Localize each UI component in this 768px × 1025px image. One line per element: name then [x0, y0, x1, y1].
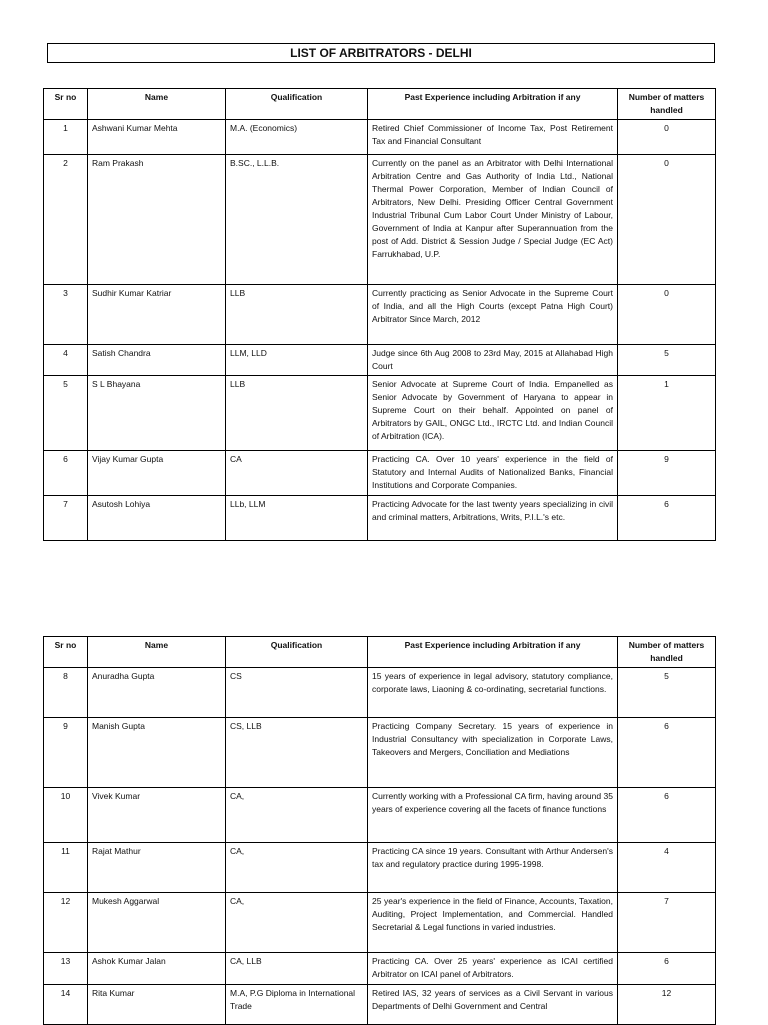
cell-matters: 6	[618, 788, 716, 843]
cell-experience: Senior Advocate at Supreme Court of India. Empanelled as Senior Advocate by Government of Haryana to appear in Supreme Court on their behalf. Appointed on panel of Arbitrators by GAIL, ONGC Ltd., IRCTC Ltd. and Indian Council of Arbitration (ICA).	[368, 376, 618, 451]
cell-qualification: LLb, LLM	[226, 496, 368, 541]
cell-qualification: CS	[226, 668, 368, 718]
cell-qualification: CA, LLB	[226, 953, 368, 985]
header-matters: Number of matters handled	[618, 89, 716, 120]
table-row	[44, 120, 716, 155]
cell-experience: Practicing Company Secretary. 15 years of experience in Industrial Consultancy with specialization in Corporate Laws, Takeovers and Mergers, Conciliation and Mediations	[368, 718, 618, 788]
cell-experience: Practicing CA. Over 10 years' experience in the field of Statutory and Internal Audits of Nationalized Banks, Financial Institutions and Corporate Companies.	[368, 451, 618, 496]
cell-qualification: LLB	[226, 376, 368, 451]
table-row	[44, 155, 716, 285]
cell-sr-no: 2	[44, 155, 88, 285]
table-row	[44, 668, 716, 718]
cell-qualification: M.A. (Economics)	[226, 120, 368, 155]
cell-experience: Retired IAS, 32 years of services as a Civil Servant in various Departments of Delhi Government and Central	[368, 985, 618, 1025]
table-row	[44, 285, 716, 345]
cell-qualification: M.A, P.G Diploma in International Trade	[226, 985, 368, 1025]
cell-matters: 1	[618, 376, 716, 451]
cell-matters: 4	[618, 843, 716, 893]
table-row	[44, 953, 716, 985]
arbitrators-table-2	[43, 636, 716, 1025]
cell-experience: Practicing CA. Over 25 years' experience as ICAI certified Arbitrator on ICAI panel of Arbitrators.	[368, 953, 618, 985]
cell-matters: 6	[618, 718, 716, 788]
cell-name: Mukesh Aggarwal	[88, 893, 226, 953]
arbitrators-table-1	[43, 88, 716, 541]
cell-sr-no: 5	[44, 376, 88, 451]
cell-experience: Currently on the panel as an Arbitrator with Delhi International Arbitration Centre and Gas Authority of India Ltd., National Thermal Power Corporation, Member of Indian Council of Arbitrators, New Delhi. Presiding Officer Central Government Industrial Tribunal Cum Labor Court Under Ministry of Labour, Government of India at Kanpur after Superannuation from the post of Add. District & Session Judge / Special Judge (EC Act) Farrukhabad, U.P.	[368, 155, 618, 285]
cell-sr-no: 13	[44, 953, 88, 985]
table-header-row	[44, 89, 716, 120]
cell-experience: Judge since 6th Aug 2008 to 23rd May, 2015 at Allahabad High Court	[368, 345, 618, 376]
cell-matters: 6	[618, 953, 716, 985]
header-experience: Past Experience including Arbitration if any	[368, 89, 618, 120]
table-row	[44, 843, 716, 893]
cell-experience: Currently working with a Professional CA firm, having around 35 years of experience covering all the facets of finance functions	[368, 788, 618, 843]
cell-sr-no: 7	[44, 496, 88, 541]
cell-name: S L Bhayana	[88, 376, 226, 451]
cell-name: Vijay Kumar Gupta	[88, 451, 226, 496]
cell-name: Rita Kumar	[88, 985, 226, 1025]
cell-matters: 12	[618, 985, 716, 1025]
header-qualification: Qualification	[226, 89, 368, 120]
header-matters: Number of matters handled	[618, 637, 716, 668]
table-row	[44, 985, 716, 1025]
cell-qualification: CA,	[226, 843, 368, 893]
table-row	[44, 451, 716, 496]
cell-sr-no: 12	[44, 893, 88, 953]
cell-sr-no: 3	[44, 285, 88, 345]
cell-matters: 7	[618, 893, 716, 953]
header-name: Name	[88, 637, 226, 668]
cell-sr-no: 14	[44, 985, 88, 1025]
cell-name: Rajat Mathur	[88, 843, 226, 893]
cell-sr-no: 1	[44, 120, 88, 155]
table-row	[44, 496, 716, 541]
cell-name: Ram Prakash	[88, 155, 226, 285]
cell-experience: Practicing CA since 19 years. Consultant with Arthur Andersen's tax and regulatory practice during 1995-1998.	[368, 843, 618, 893]
cell-experience: 15 years of experience in legal advisory, statutory compliance, corporate laws, Liaoning & co-ordinating, secretarial functions.	[368, 668, 618, 718]
header-name: Name	[88, 89, 226, 120]
cell-name: Anuradha Gupta	[88, 668, 226, 718]
cell-matters: 5	[618, 668, 716, 718]
cell-qualification: CA	[226, 451, 368, 496]
cell-name: Satish Chandra	[88, 345, 226, 376]
cell-qualification: LLM, LLD	[226, 345, 368, 376]
header-experience: Past Experience including Arbitration if any	[368, 637, 618, 668]
cell-matters: 9	[618, 451, 716, 496]
cell-sr-no: 11	[44, 843, 88, 893]
cell-name: Vivek Kumar	[88, 788, 226, 843]
cell-experience: Retired Chief Commissioner of Income Tax, Post Retirement Tax and Financial Consultant	[368, 120, 618, 155]
table-row	[44, 718, 716, 788]
table-row	[44, 788, 716, 843]
cell-sr-no: 8	[44, 668, 88, 718]
cell-experience: Currently practicing as Senior Advocate in the Supreme Court of India, and all the High Courts (except Patna High Court) Arbitrator Since March, 2012	[368, 285, 618, 345]
cell-matters: 5	[618, 345, 716, 376]
cell-experience: 25 year's experience in the field of Finance, Accounts, Taxation, Auditing, Project Implementation, and Commercial. Handled Secretarial & Legal functions in varied industries.	[368, 893, 618, 953]
table-row	[44, 376, 716, 451]
cell-name: Sudhir Kumar Katriar	[88, 285, 226, 345]
cell-name: Manish Gupta	[88, 718, 226, 788]
cell-sr-no: 6	[44, 451, 88, 496]
cell-name: Ashok Kumar Jalan	[88, 953, 226, 985]
cell-matters: 6	[618, 496, 716, 541]
cell-qualification: LLB	[226, 285, 368, 345]
cell-sr-no: 4	[44, 345, 88, 376]
table-header-row	[44, 637, 716, 668]
cell-qualification: CA,	[226, 788, 368, 843]
header-sr-no: Sr no	[44, 637, 88, 668]
header-sr-no: Sr no	[44, 89, 88, 120]
cell-name: Ashwani Kumar Mehta	[88, 120, 226, 155]
cell-qualification: B.SC., L.L.B.	[226, 155, 368, 285]
cell-qualification: CS, LLB	[226, 718, 368, 788]
page-title: LIST OF ARBITRATORS - DELHI	[47, 43, 715, 63]
table-row	[44, 893, 716, 953]
cell-matters: 0	[618, 285, 716, 345]
cell-matters: 0	[618, 155, 716, 285]
cell-name: Asutosh Lohiya	[88, 496, 226, 541]
cell-experience: Practicing Advocate for the last twenty years specializing in civil and criminal matters, Arbitrations, Writs, P.I.L.'s etc.	[368, 496, 618, 541]
table-row	[44, 345, 716, 376]
cell-qualification: CA,	[226, 893, 368, 953]
cell-sr-no: 9	[44, 718, 88, 788]
cell-sr-no: 10	[44, 788, 88, 843]
header-qualification: Qualification	[226, 637, 368, 668]
cell-matters: 0	[618, 120, 716, 155]
